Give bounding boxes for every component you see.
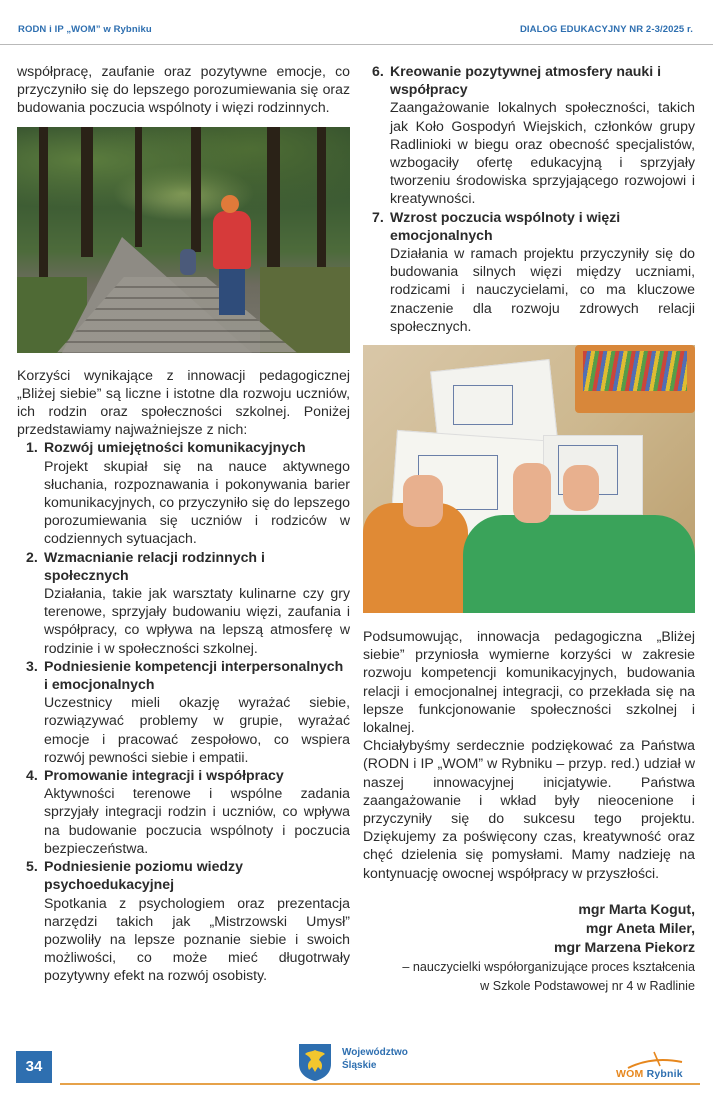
left-column [17, 62, 350, 985]
list-item-title: Kreowanie pozytywnej atmosfery nauki i współpracy [390, 63, 661, 98]
list-item [17, 438, 350, 547]
list-item-title: Podniesienie poziomu wiedzy psychoedukacyjnej [44, 858, 243, 893]
list-item-text: Zaangażowanie lokalnych społeczności, takich jak Koło Gospodyń Wiejskich, członków grupy Radlinioki w biegu oraz obecność specjalistów, wzbogaciły ofertę edukacyjną i sprzyjały tworzeniu środowiska sprzyjającego rozwojowi i kreatywności. [390, 99, 695, 207]
list-item [17, 657, 350, 766]
wom-logo-text [616, 1068, 683, 1080]
footer-divider [60, 1083, 700, 1085]
list-item-number: 4. [26, 767, 38, 784]
page-header [0, 0, 713, 56]
right-column [363, 62, 695, 995]
list-item-title: Promowanie integracji i współpracy [44, 767, 284, 784]
list-item [17, 548, 350, 657]
children-drawing-photo [363, 345, 695, 613]
list-item [363, 208, 695, 335]
benefits-list-part-1 [17, 438, 350, 984]
list-item [363, 62, 695, 208]
page-number: 34 [16, 1051, 52, 1083]
benefits-intro: Korzyści wynikające z innowacji pedagogicznej „Bliżej siebie” są liczne i istotne dla rozwoju uczniów, ich rodzin oraz społeczności szkolnej. Poniżej przedstawiamy najważniejsze z nich: [17, 366, 350, 438]
list-item-number: 3. [26, 657, 38, 674]
list-item-number: 5. [26, 858, 38, 875]
list-item-text: Spotkania z psychologiem oraz prezentacja narzędzi takich jak „Mistrzowski Umysł” pozwoliły na lepsze poznanie siebie i swoich możliwości, co może mieć długotrwały pozytywny efekt na rozwój osobisty. [44, 894, 350, 984]
list-item-text: Działania w ramach projektu przyczyniły się do budowania silnych więzi między uczniami, rodzicami i nauczycielami, co ma kluczowe znaczenie dla rozwoju zdrowych relacji społecznych. [390, 245, 695, 334]
authors-description: w Szkole Podstawowej nr 4 w Radlinie [480, 978, 695, 993]
list-item-number: 7. [372, 208, 384, 225]
list-item-number: 6. [372, 63, 384, 79]
region-line: Województwo [342, 1047, 408, 1058]
list-item-text: Projekt skupiał się na nauce aktywnego słuchania, rozpoznawania i pokonywania barier komunikacyjnych, co przyczyniło się do lepszego porozumiewania się uczniów i rodziców w codziennych sytuacjach. [44, 457, 350, 547]
list-item [17, 766, 350, 857]
thanks-paragraph: Chciałybyśmy serdecznie podziękować za Państwa (RODN i IP „WOM” w Rybniku – przyp. red.) udział w naszej innowacyjnej inicjatywie. Państwa zaangażowanie i wkład były nieocenione i przyczyniły się do sukcesu tego projektu. Dziękujemy za poświęcony czas, kreatywność oraz chęć dzielenia się pomysłami. Mamy nadzieję na kontynuację owocnej współpracy w przyszłości. [363, 737, 695, 881]
author-name: mgr Marzena Piekorz [554, 938, 695, 955]
summary-paragraph: Podsumowując, innowacja pedagogiczna „Bliżej siebie” przyniosła wymierne korzyści w zakresie rozwoju kompetencji komunikacyjnych, budowania relacji i emocjonalnej integracji, co przekłada się na lepsze funkcjonowanie społeczności szkolnej i lokalnej. [363, 628, 695, 736]
list-item-number: 1. [26, 439, 38, 456]
header-divider [0, 44, 713, 45]
list-item-title: Wzrost poczucia wspólnoty i więzi emocjonalnych [390, 208, 621, 243]
header-publisher: RODN i IP „WOM” w Rybniku [18, 24, 152, 35]
header-issue: DIALOG EDUKACYJNY NR 2-3/2025 r. [519, 24, 693, 35]
author-name: mgr Aneta Miler, [585, 919, 695, 936]
list-item [17, 857, 350, 984]
list-item-title: Podniesienie kompetencji interpersonalnych i emocjonalnych [44, 657, 344, 693]
signature-block [363, 900, 695, 995]
list-item-title: Rozwój umiejętności komunikacyjnych [44, 439, 306, 456]
benefits-list-part-2 [363, 62, 695, 335]
list-item-text: Uczestnicy mieli okazję wyrażać siebie, rozwiązywać problemy w grupie, wyrażać emocje i pracować zespołowo, co wspiera rozwój pewności siebie i empatii. [44, 694, 350, 765]
author-name: mgr Marta Kogut, [578, 900, 695, 917]
authors-description: – nauczycielki współorganizujące proces kształcenia [402, 959, 695, 974]
opening-paragraph: współpracę, zaufanie oraz pozytywne emocje, co przyczyniło się do lepszego porozumiewania się oraz budowania poczucia wspólnoty i więzi rodzinnych. [17, 63, 350, 116]
forest-walk-photo [17, 127, 350, 353]
list-item-number: 2. [26, 548, 38, 565]
list-item-text: Aktywności terenowe i wspólne zadania sprzyjały integracji rodzin i uczniów, co wpływa na budowanie poczucia wspólnoty i poczucia bezpieczeństwa. [44, 785, 350, 856]
list-item-text: Działania, takie jak warsztaty kulinarne czy gry terenowe, sprzyjały budowaniu więzi, zaufania i współpracy, co wpływa na lepszą atmosferę w rodzinie i w społeczności szkolnej. [44, 585, 350, 656]
silesian-eagle-icon [296, 1042, 334, 1082]
wom-logo-part: WOM [616, 1068, 644, 1080]
list-item-title: Wzmacnianie relacji rodzinnych i społecznych [44, 548, 265, 583]
region-line: Śląskie [342, 1060, 377, 1071]
wom-logo-part: Rybnik [646, 1068, 683, 1080]
region-label [342, 1046, 408, 1072]
